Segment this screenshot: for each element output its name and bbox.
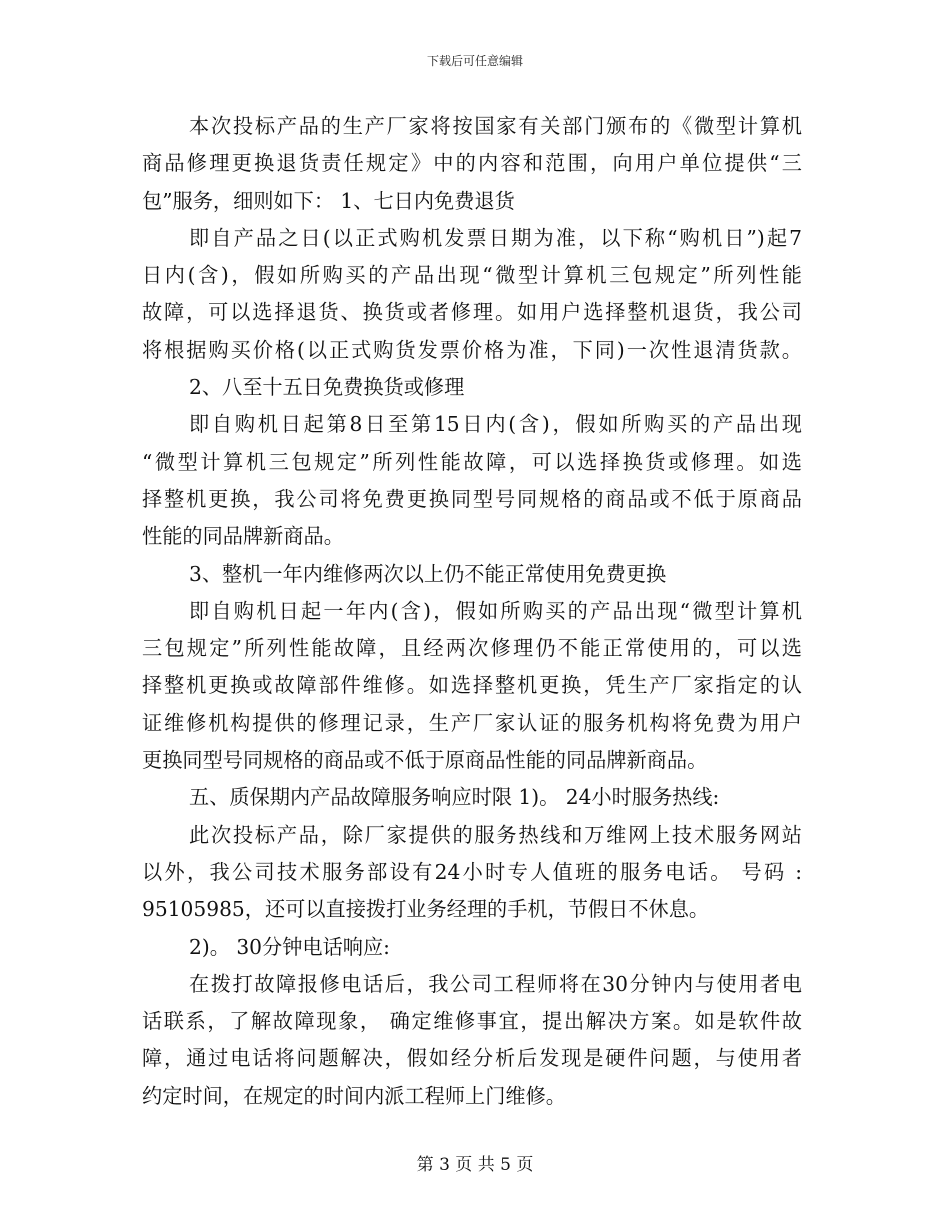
text-line: 即自产品之日(以正式购机发票日期为准，以下称“购机日”)起7: [189, 225, 802, 250]
page-header: 下载后可任意编辑: [426, 54, 523, 68]
text-line: 以外，我公司技术服务部设有24小时专人值班的服务电话。 号码 :: [142, 859, 802, 884]
text-line: 择整机更换或故障部件维修。如选择整机更换，凭生产厂家指定的认: [142, 673, 802, 698]
text-line: 择整机更换，我公司将免费更换同型号同规格的商品或不低于原商品: [142, 486, 802, 511]
text-line: 即自购机日起第8日至第15日内(含)，假如所购买的产品出现: [189, 412, 802, 437]
text-line: 性能的同品牌新商品。: [142, 524, 344, 549]
text-line: 包”服务，细则如下： 1、七日内免费退货: [142, 188, 515, 213]
text-line: 障，通过电话将问题解决，假如经分析后发现是硬件问题，与使用者: [142, 1046, 802, 1071]
text-line: 日内(含)，假如所购买的产品出现“微型计算机三包规定”所列性能: [142, 263, 802, 288]
text-line: 三包规定”所列性能故障，且经两次修理仍不能正常使用的，可以选: [142, 636, 802, 661]
text-line: 在拨打故障报修电话后，我公司工程师将在30分钟内与使用者电: [189, 971, 802, 996]
text-line: 本次投标产品的生产厂家将按国家有关部门颁布的《微型计算机: [189, 114, 802, 138]
text-line: 五、质保期内产品故障服务响应时限 1)。 24小时服务热线:: [189, 785, 720, 810]
document-body: [142, 108, 802, 1115]
text-line: 将根据购买价格(以正式购货发票价格为准，下同)一次性退清货款。: [142, 337, 802, 362]
text-line: 故障，可以选择退货、换货或者修理。如用户选择整机退货，我公司: [142, 300, 802, 325]
text-line: 2、八至十五日免费换货或修理: [189, 375, 465, 400]
text-line: 95105985，还可以直接拨打业务经理的手机，节假日不休息。: [142, 897, 710, 922]
text-line: 话联系，了解故障现象， 确定维修事宜，提出解决方案。如是软件故: [142, 1009, 802, 1034]
text-line: 2)。 30分钟电话响应:: [189, 934, 390, 959]
text-line: 约定时间，在规定的时间内派工程师上门维修。: [142, 1083, 566, 1108]
text-line: “微型计算机三包规定”所列性能故障，可以选择换货或修理。如选: [142, 449, 802, 474]
text-line: 商品修理更换退货责任规定》中的内容和范围，向用户单位提供“三: [142, 151, 802, 176]
page-footer: 第 3 页 共 5 页: [416, 1155, 534, 1175]
text-line: 即自购机日起一年内(含)，假如所购买的产品出现“微型计算机: [189, 598, 802, 623]
text-line: 证维修机构提供的修理记录，生产厂家认证的服务机构将免费为用户: [142, 710, 802, 735]
text-line: 此次投标产品，除厂家提供的服务热线和万维网上技术服务网站: [189, 822, 802, 847]
text-line: 更换同型号同规格的商品或不低于原商品性能的同品牌新商品。: [142, 748, 708, 773]
text-line: 3、整机一年内维修两次以上仍不能正常使用免费更换: [189, 561, 667, 586]
